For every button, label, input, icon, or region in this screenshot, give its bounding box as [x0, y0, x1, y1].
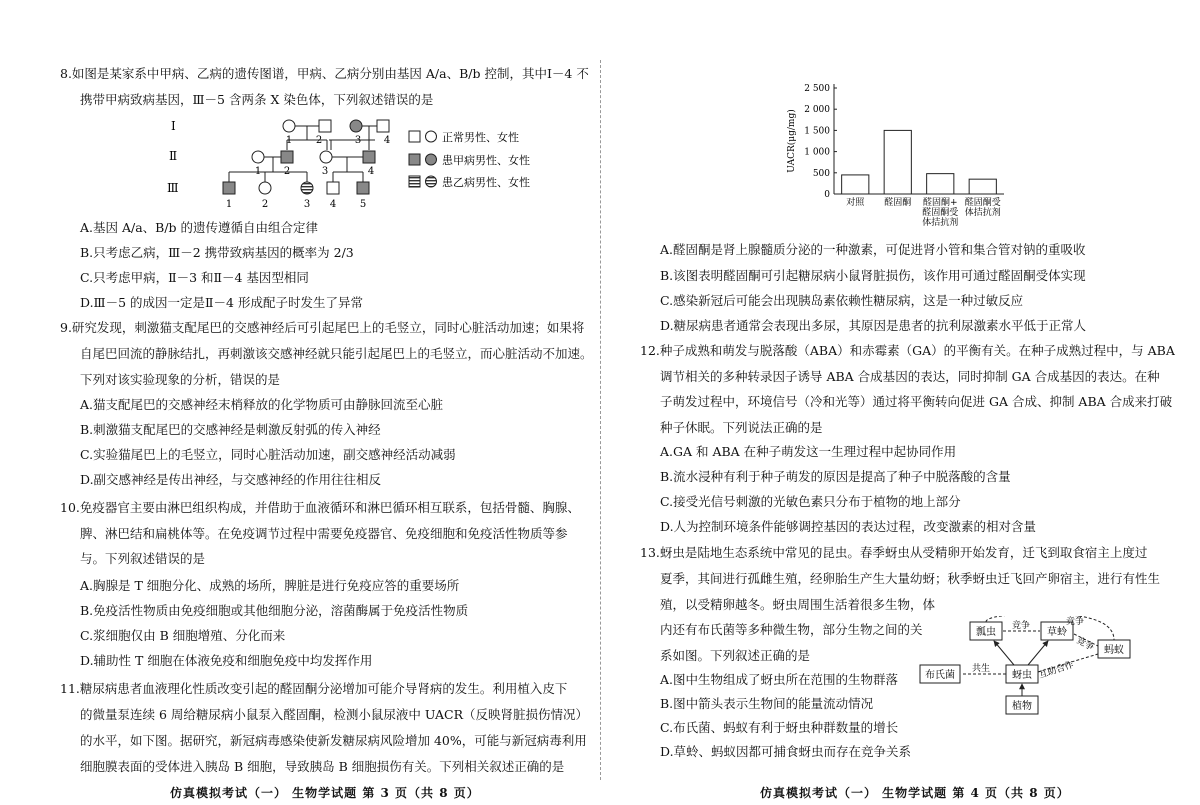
- x-tick-label: 体拮抗剂: [964, 208, 1001, 218]
- q10-stem-line-2: 脾、淋巴结和扁桃体等。在免疫调节过程中需要免疫器官、免疫细胞和免疫活性物质等参: [80, 526, 568, 541]
- bar-3: [969, 179, 996, 194]
- q12-option-a: A.GA 和 ABA 在种子萌发这一生理过程中起协同作用: [660, 444, 957, 459]
- left-footer: 仿真模拟考试（一） 生物学试题 第 3 页（共 8 页）: [170, 786, 480, 800]
- q13-stem-line-4: 内还有布氏菌等多种微生物，部分生物之间的关: [660, 622, 923, 637]
- q13-stem-line-3: 殖，以受精卵越冬。蚜虫周围生活着很多生物，体: [660, 597, 936, 612]
- q9-option-c: C.实验猫尾巴上的毛竖立，同时心脏活动加速，副交感神经活动减弱: [80, 447, 456, 462]
- svg-text:草蛉: 草蛉: [1047, 627, 1067, 638]
- q12-option-b: B.流水浸种有利于种子萌发的原因是提高了种子中脱落酸的含量: [660, 469, 1011, 484]
- q11-stem-line-1: 11.糖尿病患者血液理化性质改变引起的醛固酮分泌增加可能介导肾病的发生。利用植入皮下: [60, 681, 568, 696]
- y-tick-label: 2 500: [804, 84, 830, 94]
- q13-option-b: B.图中箭头表示生物间的能量流动情况: [660, 696, 874, 711]
- pedigree-II2: [281, 151, 293, 163]
- q9-option-d: D.副交感神经是传出神经，与交感神经的作用往往相反: [80, 472, 382, 487]
- x-tick-label: 醛固酮受: [922, 208, 959, 218]
- legend-jia: 患甲病男性、女性: [442, 154, 530, 167]
- svg-text:2: 2: [261, 199, 269, 210]
- label-compete-top: 竞争: [1066, 617, 1085, 627]
- svg-text:1: 1: [254, 166, 262, 177]
- q11-option-a: A.醛固酮是肾上腺髓质分泌的一种激素，可促进肾小管和集合管对钠的重吸收: [660, 242, 1086, 257]
- q8-option-a: A.基因 A/a、B/b 的遗传遵循自由组合定律: [80, 220, 319, 235]
- q13-stem-line-5: 系如图。下列叙述正确的是: [660, 648, 811, 663]
- pedigree-I1: [283, 120, 295, 132]
- q9-stem-line-2: 自尾巴回流的静脉结扎，再刺激该交感神经就只能引起尾巴上的毛竖立，而心脏活动不加速。: [80, 346, 593, 361]
- y-tick-label: 2 000: [804, 105, 830, 116]
- pedigree-III5: [357, 182, 369, 194]
- y-tick-label: 0: [824, 190, 830, 200]
- q10-option-c: C.浆细胞仅由 B 细胞增殖、分化而来: [80, 628, 286, 643]
- q8-stem-line-2: 携带甲病致病基因，Ⅲ－5 含两条 X 染色体，下列叙述错误的是: [80, 92, 434, 107]
- q12-option-c: C.接受光信号刺激的光敏色素只分布于植物的地上部分: [660, 494, 961, 509]
- q13-stem-line-1: 13.蚜虫是陆地生态系统中常见的昆虫。春季蚜虫从受精卵开始发育，迁飞到取食宿主上度过: [640, 545, 1148, 560]
- svg-text:1: 1: [285, 135, 293, 146]
- label-symbiosis: 共生: [972, 664, 991, 674]
- q9-stem-line-1: 9.研究发现，刺激猫支配尾巴的交感神经后可引起尾巴上的毛竖立，同时心脏活动加速；如果将: [60, 320, 585, 335]
- q10-stem-line-1: 10.免疫器官主要由淋巴组织构成，并借助于血液循环和淋巴循环相互联系，包括骨髓、胸腺、: [60, 500, 580, 515]
- x-tick-label: 醛固酮+: [922, 198, 958, 208]
- x-tick-label: 醛固酮: [884, 198, 912, 208]
- y-axis-label: UACR(μg/mg): [787, 109, 797, 173]
- q12-stem-line-2: 调节相关的多种转录因子诱导 ABA 合成基因的表达，同时抑制 GA 合成基因的表达。在种: [660, 369, 1160, 384]
- q13-option-c: C.布氏菌、蚂蚁有利于蚜虫种群数量的增长: [660, 720, 899, 735]
- x-tick-label: 体拮抗剂: [922, 218, 959, 228]
- svg-text:3: 3: [321, 166, 329, 177]
- q8-option-c: C.只考虑甲病，Ⅱ－3 和Ⅱ－4 基因型相同: [80, 270, 309, 285]
- svg-text:1: 1: [225, 199, 233, 210]
- svg-text:3: 3: [303, 199, 311, 210]
- q12-stem-line-4: 种子休眠。下列说法正确的是: [660, 420, 823, 435]
- q11-option-d: D.糖尿病患者通常会表现出多尿，其原因是患者的抗利尿激素水平低于正常人: [660, 318, 1087, 333]
- x-tick-label: 醛固酮受: [964, 198, 1001, 208]
- food-web-diagram: [916, 616, 1140, 716]
- legend-yi: 患乙病男性、女性: [442, 176, 530, 189]
- svg-text:蚜虫: 蚜虫: [1012, 670, 1032, 681]
- gen-label-2: Ⅱ: [169, 149, 178, 163]
- legend-normal: 正常男性、女性: [442, 131, 519, 144]
- svg-text:2: 2: [283, 166, 291, 177]
- q8-option-b: B.只考虑乙病，Ⅲ－2 携带致病基因的概率为 2/3: [80, 245, 354, 260]
- y-tick-label: 500: [812, 168, 830, 179]
- y-tick-label: 1 500: [804, 126, 830, 137]
- svg-text:5: 5: [359, 199, 367, 210]
- pedigree-I4: [377, 120, 389, 132]
- y-tick-label: 1 000: [804, 147, 830, 158]
- pedigree-II1: [252, 151, 264, 163]
- q13-option-d: D.草蛉、蚂蚁因都可捕食蚜虫而存在竞争关系: [660, 744, 912, 759]
- svg-text:4: 4: [329, 199, 337, 210]
- svg-text:蚂蚁: 蚂蚁: [1104, 645, 1124, 656]
- q11-option-b: B.该图表明醛固酮可引起糖尿病小鼠肾脏损伤，该作用可通过醛固酮受体实现: [660, 268, 1086, 283]
- label-compete-mid: 竞争: [1012, 621, 1031, 631]
- q8-stem-line-1: 8.如图是某家系中甲病、乙病的遗传图谱，甲病、乙病分别由基因 A/a、B/b 控制，其中Ⅰ－4 不: [60, 66, 589, 81]
- svg-text:布氏菌: 布氏菌: [925, 670, 955, 681]
- label-compete-right: 竞争: [1074, 635, 1096, 654]
- q11-option-c: C.感染新冠后可能会出现胰岛素依赖性糖尿病，这是一种过敏反应: [660, 293, 1024, 308]
- q12-option-d: D.人为控制环境条件能够调控基因的表达过程，改变激素的相对含量: [660, 519, 1037, 534]
- q8-option-d: D.Ⅲ－5 的成因一定是Ⅱ－4 形成配子时发生了异常: [80, 295, 363, 310]
- q11-stem-line-3: 的水平，如下图。据研究，新冠病毒感染使新发糖尿病风险增加 40%，可能与新冠病毒利用: [80, 733, 587, 748]
- svg-text:瓢虫: 瓢虫: [976, 627, 996, 638]
- x-tick-label: 对照: [846, 198, 865, 208]
- pedigree-I3: [350, 120, 362, 132]
- bar-1: [884, 130, 911, 194]
- pedigree-III4: [327, 182, 339, 194]
- pedigree-III1: [223, 182, 235, 194]
- q9-stem-line-3: 下列对该实验现象的分析，错误的是: [80, 372, 281, 387]
- q11-stem-line-4: 细胞膜表面的受体进入胰岛 B 细胞，导致胰岛 B 细胞损伤有关。下列相关叙述正确的是: [80, 759, 565, 774]
- svg-text:4: 4: [383, 135, 391, 146]
- pedigree-III2: [259, 182, 271, 194]
- q13-option-a: A.图中生物组成了蚜虫所在范围的生物群落: [660, 672, 899, 687]
- gen-label-1: Ⅰ: [171, 119, 176, 133]
- pedigree-II4: [363, 151, 375, 163]
- q10-option-b: B.免疫活性物质由免疫细胞或其他细胞分泌，溶菌酶属于免疫活性物质: [80, 603, 469, 618]
- q10-option-a: A.胸腺是 T 细胞分化、成熟的场所，脾脏是进行免疫应答的重要场所: [80, 578, 460, 593]
- q10-stem-line-3: 与。下列叙述错误的是: [80, 551, 206, 566]
- svg-text:植物: 植物: [1012, 701, 1032, 712]
- right-footer: 仿真模拟考试（一） 生物学试题 第 4 页（共 8 页）: [760, 786, 1070, 800]
- gen-label-3: Ⅲ: [167, 181, 179, 195]
- bar-2: [927, 174, 954, 194]
- svg-text:3: 3: [354, 135, 362, 146]
- q11-stem-line-2: 的微量泵连续 6 周给糖尿病小鼠泵入醛固酮，检测小鼠尿液中 UACR（反映肾脏损伤情况）: [80, 707, 589, 722]
- q12-stem-line-3: 子萌发过程中，环境信号（冷和光等）通过将平衡转向促进 GA 合成、抑制 ABA 合成来打破: [660, 394, 1173, 409]
- pedigree-I2: [319, 120, 331, 132]
- bar-0: [842, 175, 869, 194]
- q9-option-a: A.猫支配尾巴的交感神经末梢释放的化学物质可由静脉回流至心脏: [80, 397, 444, 412]
- pedigree-II3: [320, 151, 332, 163]
- q9-option-b: B.刺激猫支配尾巴的交感神经是刺激反射弧的传入神经: [80, 422, 381, 437]
- q12-stem-line-1: 12.种子成熟和萌发与脱落酸（ABA）和赤霉素（GA）的平衡有关。在种子成熟过程中，与 ABA: [640, 343, 1175, 358]
- pedigree-legend: [409, 131, 437, 187]
- pedigree-III3: [301, 182, 313, 194]
- page-divider: [600, 60, 601, 780]
- pedigree-diagram: [155, 114, 575, 212]
- q10-option-d: D.辅助性 T 细胞在体液免疫和细胞免疫中均发挥作用: [80, 653, 373, 668]
- label-mutualism: 互助合作: [1037, 660, 1076, 681]
- q13-stem-line-2: 夏季，其间进行孤雌生殖，经卵胎生产生大量幼蚜；秋季蚜虫迁飞回产卵宿主，进行有性生: [660, 571, 1161, 586]
- uacr-bar-chart: [780, 80, 1020, 230]
- svg-text:4: 4: [367, 166, 375, 177]
- svg-text:2: 2: [315, 135, 323, 146]
